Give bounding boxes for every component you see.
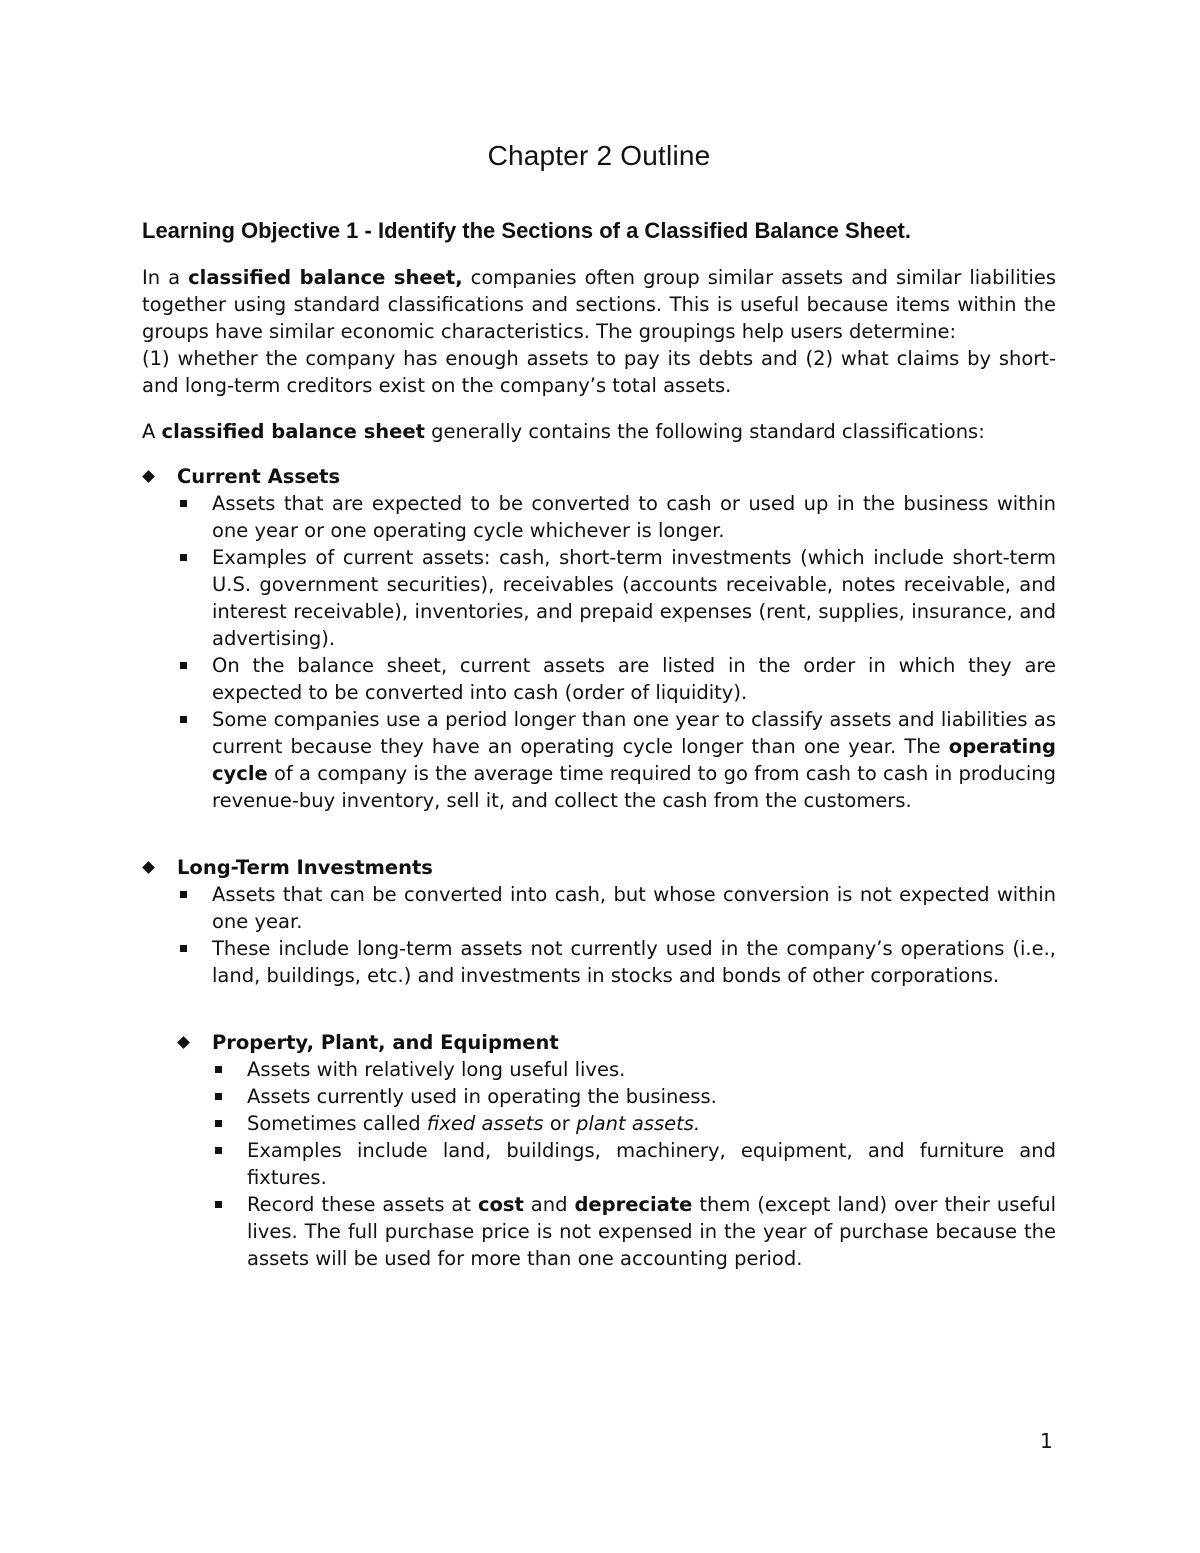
intro-paragraph: In a classified balance sheet, companies often group similar assets and similar liabilities together using standard classifications and sections. This is useful because items within the groups have similar economic characteristics. The groupings help users determine: — [142, 266, 1056, 343]
diamond-bullet-icon — [177, 1036, 190, 1049]
list-item: Examples of current assets: cash, short-term investments (which include short-term U.S. government securities), receivables (accounts receivable, notes receivable, and interest receivable), inventories, and prepaid expenses (rent, supplies, insurance, and advertising). — [177, 544, 1056, 652]
list-item: Examples include land, buildings, machinery, equipment, and furniture and fixtures. — [212, 1137, 1056, 1191]
intro-paragraph-claims: (1) whether the company has enough assets to pay its debts and (2) what claims by short-and long-term creditors exist on the company’s total assets. — [142, 347, 1056, 397]
page-title: Chapter 2 Outline — [487, 140, 711, 171]
term-operating-cycle: operating cycle — [212, 735, 1056, 785]
learning-objective-heading: Learning Objective 1 - Identify the Sections of a Classified Balance Sheet. — [142, 218, 911, 243]
section-property-plant-equipment — [142, 1029, 1056, 1272]
list-item: On the balance sheet, current assets are listed in the order in which they are expected to be converted into cash (order of liquidity). — [177, 652, 1056, 706]
list-item: Assets with relatively long useful lives. — [212, 1056, 1056, 1083]
term-plant-assets: plant assets. — [575, 1112, 701, 1135]
page-number: 1 — [1040, 1429, 1053, 1453]
list-item: These include long-term assets not currently used in the company’s operations (i.e., land, buildings, etc.) and investments in stocks and bonds of other corporations. — [177, 935, 1056, 989]
square-bullet-icon — [215, 1147, 222, 1154]
diamond-bullet-icon — [142, 470, 155, 483]
term-depreciate: depreciate — [574, 1193, 693, 1216]
section-heading: Current Assets — [177, 465, 341, 488]
bullet-list — [212, 1056, 1056, 1272]
square-bullet-icon — [215, 1201, 222, 1208]
list-item: Assets currently used in operating the business. — [212, 1083, 1056, 1110]
list-item: Assets that are expected to be converted to cash or used up in the business within one year or one operating cycle whichever is longer. — [177, 490, 1056, 544]
square-bullet-icon — [180, 554, 187, 561]
square-bullet-icon — [215, 1093, 222, 1100]
square-bullet-icon — [215, 1120, 222, 1127]
section-heading: Long-Term Investments — [177, 856, 433, 879]
diamond-bullet-icon — [142, 861, 155, 874]
bullet-list — [177, 490, 1056, 814]
list-item: Sometimes called fixed assets or plant assets. — [212, 1110, 1056, 1137]
list-item: Record these assets at cost and depreciate them (except land) over their useful lives. The full purchase price is not expensed in the year of purchase because the assets will be used for more than one accounting period. — [212, 1191, 1056, 1272]
square-bullet-icon — [180, 716, 187, 723]
square-bullet-icon — [180, 500, 187, 507]
classification-list — [142, 463, 1056, 1272]
square-bullet-icon — [180, 662, 187, 669]
list-item: Some companies use a period longer than one year to classify assets and liabilities as current because they have an operating cycle longer than one year. The operating cycle of a company is the average time required to go from cash to cash in producing revenue-buy inventory, sell it, and collect the cash from the customers. — [177, 706, 1056, 814]
term-cost: cost — [477, 1193, 524, 1216]
list-item: Assets that can be converted into cash, but whose conversion is not expected within one year. — [177, 881, 1056, 935]
section-current-assets — [142, 463, 1056, 814]
page-content — [142, 140, 1056, 1272]
bullet-list — [177, 881, 1056, 989]
square-bullet-icon — [180, 945, 187, 952]
term-classified-balance-sheet: classified balance sheet, — [188, 266, 463, 289]
section-long-term-investments — [142, 854, 1056, 989]
term-fixed-assets: fixed assets — [426, 1112, 544, 1135]
square-bullet-icon — [180, 891, 187, 898]
square-bullet-icon — [215, 1066, 222, 1073]
term-classified-balance-sheet-2: classified balance sheet — [161, 420, 425, 443]
section-heading: Property, Plant, and Equipment — [212, 1031, 559, 1054]
classifications-intro: A classified balance sheet generally contains the following standard classifications: — [142, 420, 985, 443]
